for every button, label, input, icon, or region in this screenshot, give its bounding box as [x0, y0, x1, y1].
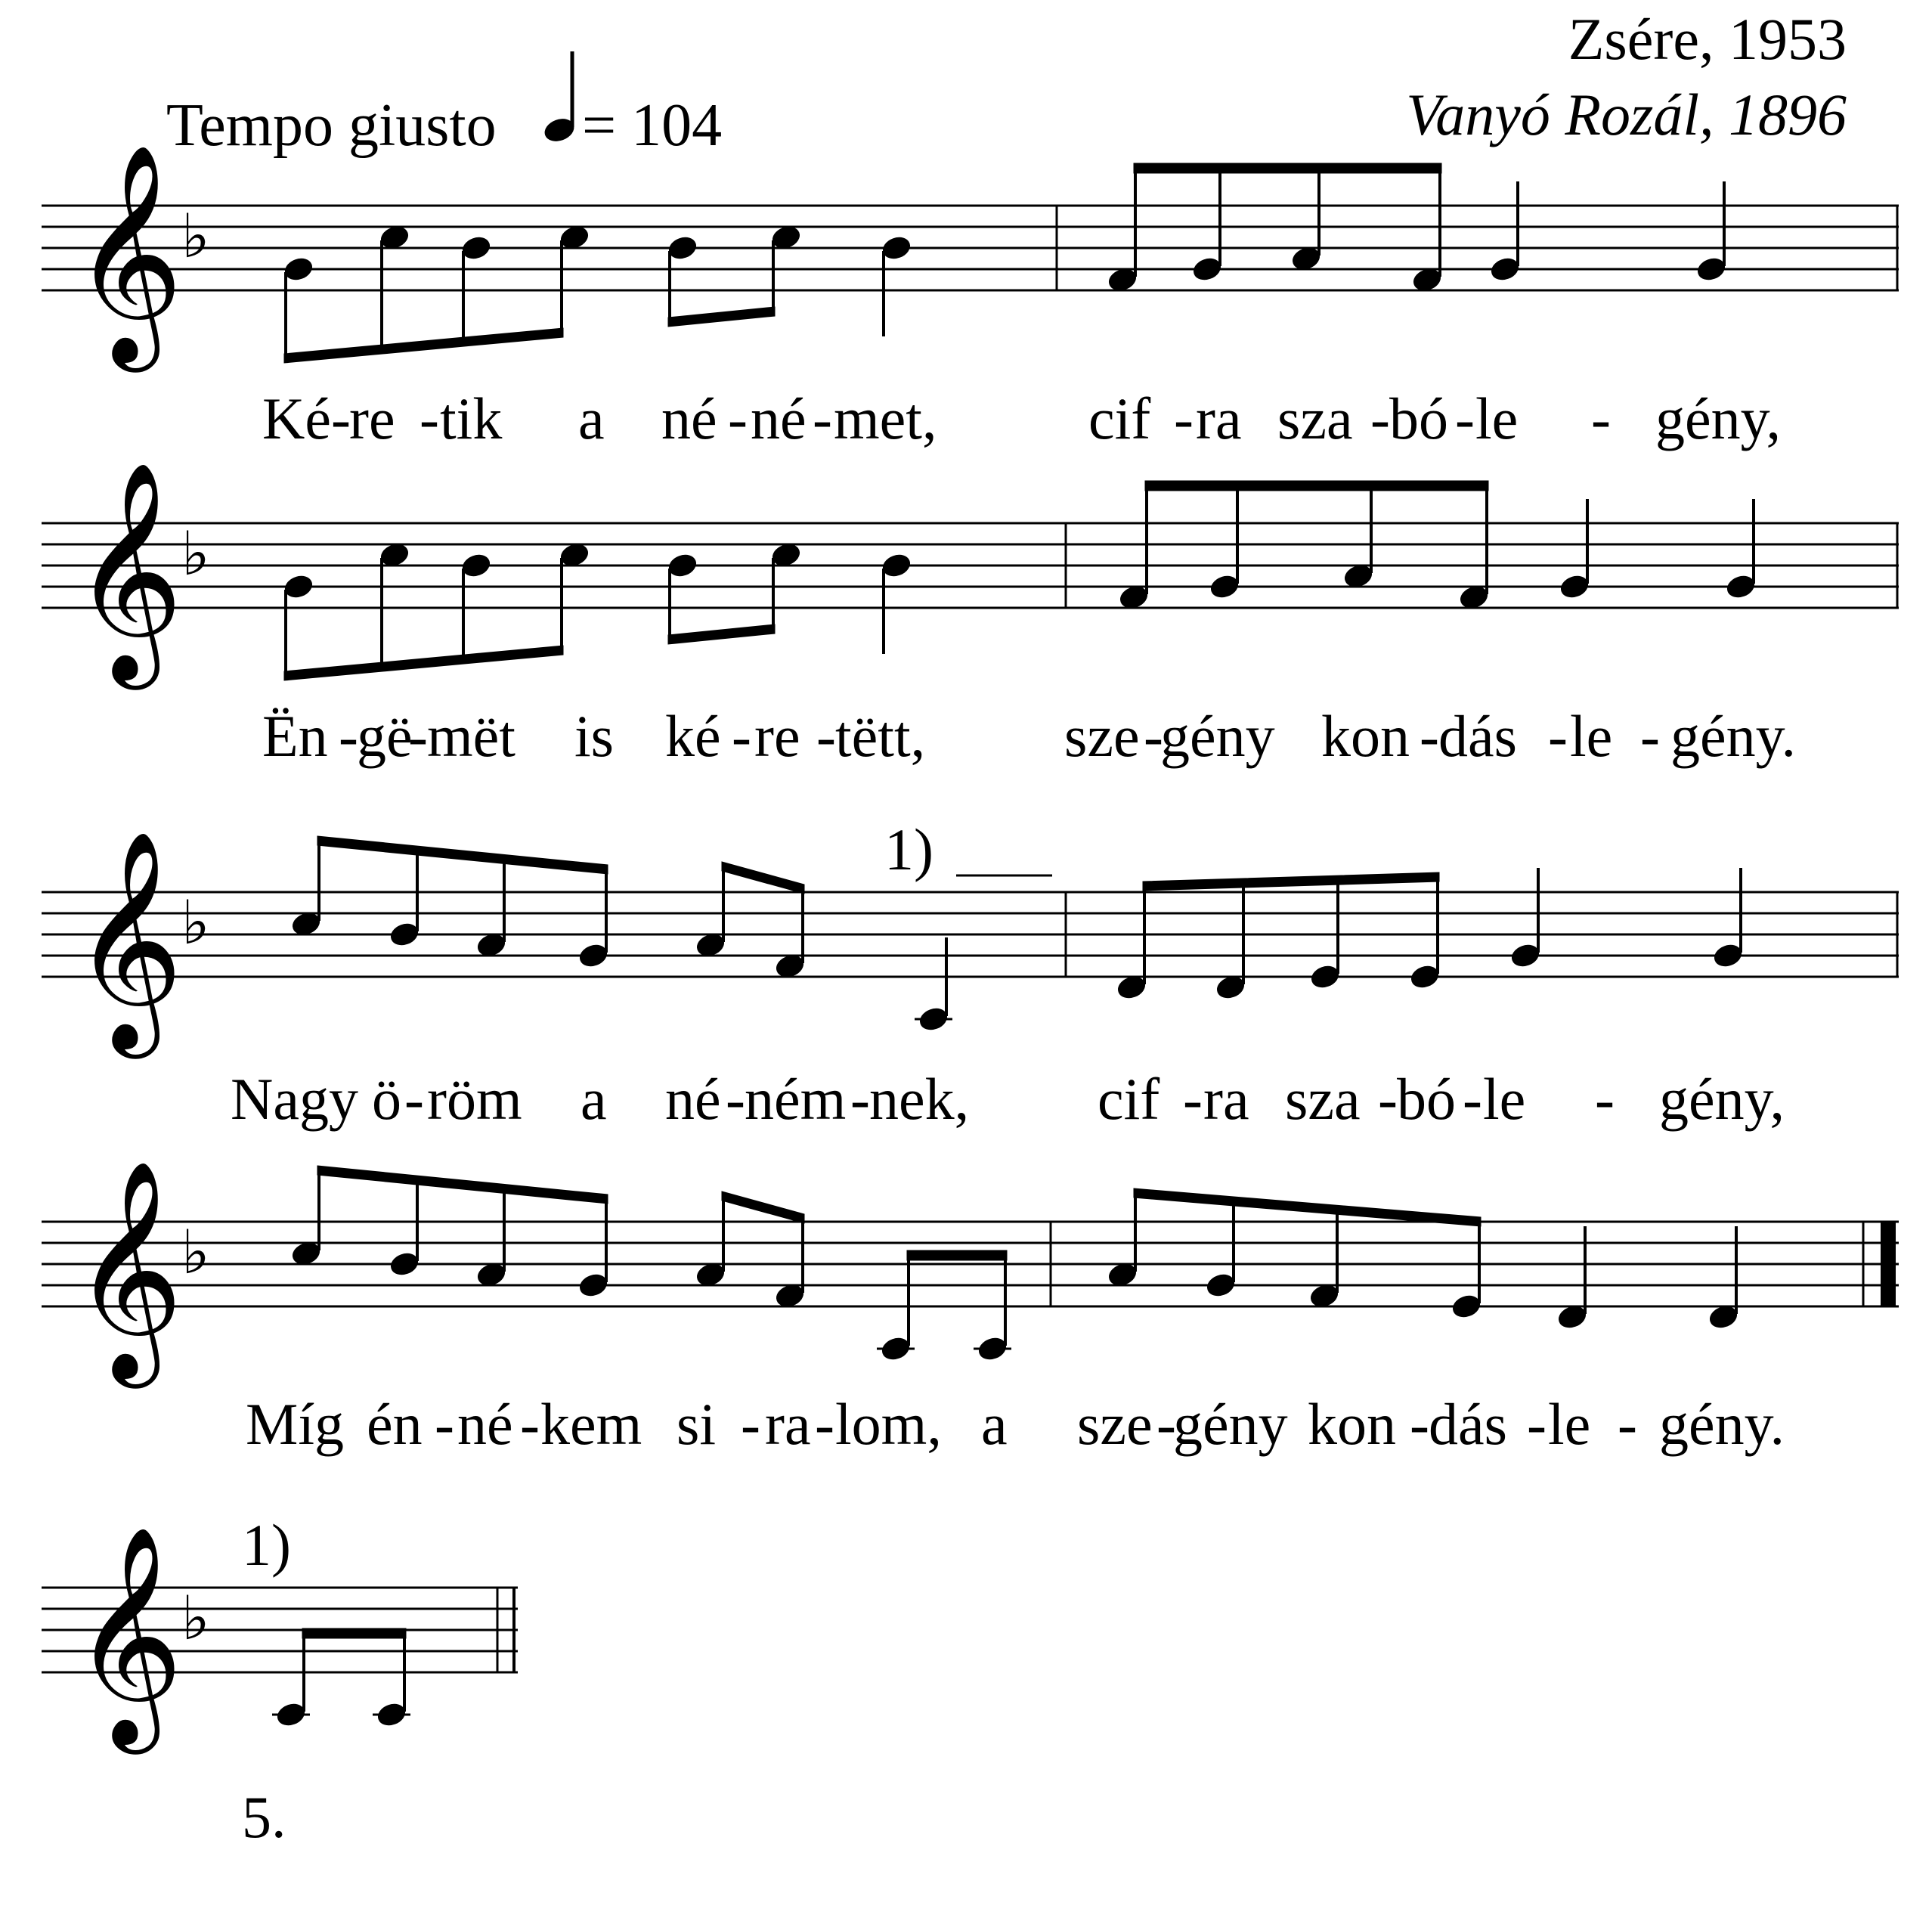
svg-text:is: is	[574, 703, 615, 769]
svg-text:sza: sza	[1285, 1066, 1361, 1132]
lyrics	[262, 386, 1781, 451]
svg-text:Nagy: Nagy	[231, 1066, 358, 1132]
svg-text:-: -	[741, 1391, 760, 1457]
svg-text:-: -	[1548, 703, 1568, 769]
notes	[283, 163, 1728, 363]
svg-text:né: né	[665, 1066, 721, 1132]
svg-text:-: -	[1640, 703, 1660, 769]
notes	[272, 1628, 410, 1728]
system-2	[42, 460, 1899, 769]
svg-text:né: né	[661, 386, 717, 451]
svg-text:-: -	[339, 703, 358, 769]
svg-text:-: -	[1174, 386, 1194, 451]
svg-text:le: le	[1570, 703, 1613, 769]
svg-text:lom,: lom,	[835, 1391, 942, 1457]
svg-text:kem: kem	[540, 1391, 642, 1457]
svg-text:ném: ném	[745, 1066, 847, 1132]
svg-text:re: re	[754, 703, 800, 769]
svg-text:né: né	[457, 1391, 513, 1457]
svg-text:-: -	[1618, 1391, 1637, 1457]
variant-marker: 1)	[884, 816, 933, 882]
svg-text:-: -	[404, 1066, 424, 1132]
svg-text:kon: kon	[1321, 703, 1410, 769]
svg-text:le: le	[1475, 386, 1519, 451]
lyrics	[262, 703, 1796, 769]
metronome-quarter-note-icon	[541, 51, 577, 145]
svg-text:a: a	[981, 1391, 1008, 1457]
svg-text:-: -	[1455, 386, 1475, 451]
svg-text:le: le	[1548, 1391, 1591, 1457]
svg-text:-: -	[726, 1066, 745, 1132]
variant-1	[42, 1512, 518, 1755]
svg-text:dás: dás	[1429, 1391, 1507, 1457]
lyrics	[246, 1391, 1785, 1457]
svg-text:-: -	[1420, 703, 1439, 769]
svg-text:én: én	[367, 1391, 423, 1457]
svg-text:tik: tik	[440, 386, 503, 451]
svg-text:mët: mët	[427, 703, 516, 769]
svg-text:-: -	[850, 1066, 870, 1132]
svg-text:Míg: Míg	[246, 1391, 345, 1457]
svg-text:gény: gény	[1173, 1391, 1288, 1457]
svg-text:-: -	[331, 386, 351, 451]
staff-lines	[42, 523, 1899, 608]
svg-text:dás: dás	[1438, 703, 1517, 769]
svg-text:le: le	[1483, 1066, 1526, 1132]
svg-text:ra: ra	[1203, 1066, 1249, 1132]
svg-text:-: -	[408, 703, 428, 769]
flat-key-signature-icon: ♭	[181, 888, 210, 958]
treble-clef-icon: 𝄞	[72, 460, 184, 680]
flat-key-signature-icon: ♭	[181, 1217, 210, 1287]
svg-text:gény,: gény,	[1659, 1066, 1785, 1132]
svg-text:-: -	[520, 1391, 540, 1457]
svg-text:cif: cif	[1088, 386, 1151, 451]
metronome-value: = 104	[582, 92, 723, 159]
svg-text:-: -	[1527, 1391, 1547, 1457]
svg-text:bó: bó	[1389, 386, 1448, 451]
svg-text:Ké: Ké	[262, 386, 331, 451]
svg-text:ö: ö	[372, 1066, 401, 1132]
svg-text:-: -	[1591, 386, 1611, 451]
svg-text:gény.: gény.	[1659, 1391, 1785, 1457]
svg-text:gény.: gény.	[1670, 703, 1797, 769]
svg-text:-: -	[435, 1391, 454, 1457]
treble-clef-icon: 𝄞	[72, 1524, 184, 1744]
svg-text:-: -	[1595, 1066, 1615, 1132]
treble-clef-icon: 𝄞	[72, 142, 184, 362]
system-1	[42, 142, 1899, 451]
tempo-marking: Tempo giusto	[166, 92, 497, 159]
lyrics	[231, 1066, 1785, 1132]
svg-text:tëtt,: tëtt,	[835, 703, 926, 769]
flat-key-signature-icon: ♭	[181, 519, 210, 589]
svg-text:ké: ké	[665, 703, 721, 769]
singer-name: Vanyó Rozál, 1896	[1406, 82, 1847, 147]
svg-text:ra: ra	[1196, 386, 1242, 451]
song-number: 5.	[242, 1784, 286, 1850]
svg-text:bó: bó	[1397, 1066, 1456, 1132]
variant-marker: 1)	[242, 1512, 291, 1578]
svg-text:-: -	[816, 703, 836, 769]
svg-text:-: -	[813, 386, 832, 451]
svg-text:gë: gë	[357, 703, 413, 769]
svg-text:Ën: Ën	[262, 703, 328, 769]
treble-clef-icon: 𝄞	[72, 1158, 184, 1378]
svg-text:né: né	[751, 386, 807, 451]
system-4	[42, 1158, 1899, 1457]
treble-clef-icon: 𝄞	[72, 829, 184, 1049]
svg-text:-: -	[1156, 1391, 1176, 1457]
notes	[283, 481, 1757, 680]
flat-key-signature-icon: ♭	[181, 1583, 210, 1653]
svg-text:-: -	[1183, 1066, 1203, 1132]
svg-text:-: -	[1410, 1391, 1429, 1457]
svg-text:nek,: nek,	[869, 1066, 970, 1132]
svg-text:a: a	[578, 386, 605, 451]
svg-text:sze: sze	[1077, 1391, 1153, 1457]
svg-text:a: a	[581, 1066, 607, 1132]
svg-text:-: -	[1144, 703, 1163, 769]
svg-text:ra: ra	[765, 1391, 811, 1457]
svg-text:sza: sza	[1277, 386, 1353, 451]
svg-text:kon: kon	[1308, 1391, 1396, 1457]
svg-text:-: -	[732, 703, 751, 769]
flat-key-signature-icon: ♭	[181, 201, 210, 271]
svg-text:re: re	[349, 386, 395, 451]
svg-text:röm: röm	[427, 1066, 522, 1132]
svg-text:-: -	[1378, 1066, 1398, 1132]
place-year: Zsére, 1953	[1568, 6, 1847, 72]
svg-text:sze: sze	[1064, 703, 1140, 769]
svg-text:-: -	[420, 386, 439, 451]
svg-text:gény,: gény,	[1655, 386, 1782, 451]
svg-text:-: -	[1463, 1066, 1482, 1132]
svg-text:si: si	[677, 1391, 717, 1457]
svg-text:met,: met,	[834, 386, 937, 451]
system-3	[42, 816, 1899, 1132]
svg-text:-: -	[728, 386, 748, 451]
svg-text:-: -	[815, 1391, 834, 1457]
staff-lines	[42, 206, 1899, 290]
svg-text:-: -	[1370, 386, 1390, 451]
svg-text:cif: cif	[1098, 1066, 1160, 1132]
svg-text:gény: gény	[1160, 703, 1275, 769]
